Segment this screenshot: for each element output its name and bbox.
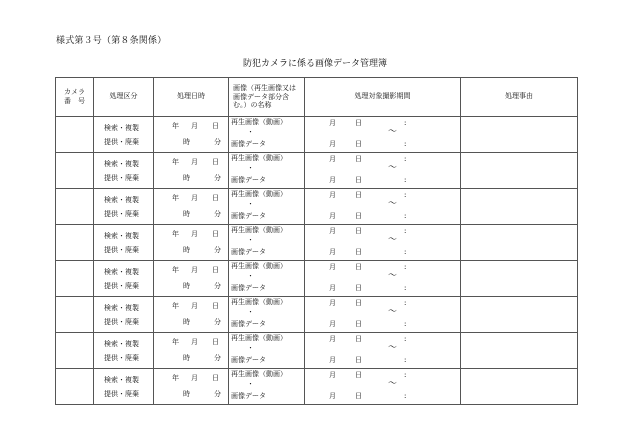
media-image-data: 画像データ bbox=[231, 212, 266, 220]
hour-label: 時 bbox=[183, 318, 190, 326]
image-name-cell[interactable] bbox=[229, 225, 305, 261]
ledger-row bbox=[56, 333, 578, 369]
media-separator-dot: ・ bbox=[247, 344, 254, 352]
processing-type-cell[interactable] bbox=[94, 117, 154, 153]
processing-type-cell[interactable] bbox=[94, 297, 154, 333]
period-end-colon: : bbox=[404, 176, 407, 184]
period-start-month: 月 bbox=[329, 191, 336, 199]
period-end-month: 月 bbox=[329, 284, 336, 292]
period-end-day: 日 bbox=[355, 356, 362, 364]
period-end-month: 月 bbox=[329, 140, 336, 148]
header-camera-line2: 番 号 bbox=[64, 97, 85, 105]
media-image-data: 画像データ bbox=[231, 284, 266, 292]
media-playback-video: 再生画像（動画） bbox=[231, 118, 287, 126]
ledger-row bbox=[56, 189, 578, 225]
type-search-copy: 検索・複製 bbox=[104, 375, 139, 384]
type-search-copy: 検索・複製 bbox=[104, 339, 139, 348]
hour-label: 時 bbox=[183, 282, 190, 290]
period-start-colon: : bbox=[404, 191, 407, 199]
type-search-copy: 検索・複製 bbox=[104, 159, 139, 168]
period-end-colon: : bbox=[404, 212, 407, 220]
hour-label: 時 bbox=[183, 354, 190, 362]
media-image-data: 画像データ bbox=[231, 248, 266, 256]
media-image-data: 画像データ bbox=[231, 320, 266, 328]
month-label: 月 bbox=[191, 338, 198, 346]
hour-label: 時 bbox=[183, 174, 190, 182]
reason-cell[interactable] bbox=[461, 117, 578, 153]
target-period-cell[interactable] bbox=[305, 333, 461, 369]
processing-datetime-cell[interactable] bbox=[154, 189, 229, 225]
reason-cell[interactable] bbox=[461, 369, 578, 405]
period-start-colon: : bbox=[404, 155, 407, 163]
period-range-tilde: ～ bbox=[388, 199, 398, 209]
period-end-colon: : bbox=[404, 320, 407, 328]
year-label: 年 bbox=[172, 194, 179, 202]
media-playback-video: 再生画像（動画） bbox=[231, 190, 287, 198]
hour-label: 時 bbox=[183, 390, 190, 398]
header-camera-number bbox=[56, 78, 94, 117]
processing-datetime-cell[interactable] bbox=[154, 225, 229, 261]
processing-type-cell[interactable] bbox=[94, 333, 154, 369]
minute-label: 分 bbox=[214, 318, 221, 326]
header-image-name bbox=[229, 78, 305, 117]
period-start-month: 月 bbox=[329, 155, 336, 163]
media-image-data: 画像データ bbox=[231, 176, 266, 184]
day-label: 日 bbox=[212, 122, 219, 130]
period-start-colon: : bbox=[404, 371, 407, 379]
period-end-month: 月 bbox=[329, 176, 336, 184]
day-label: 日 bbox=[212, 302, 219, 310]
media-separator-dot: ・ bbox=[247, 128, 254, 136]
period-range-tilde: ～ bbox=[388, 235, 398, 245]
month-label: 月 bbox=[191, 230, 198, 238]
camera-number-cell[interactable] bbox=[56, 225, 94, 261]
media-separator-dot: ・ bbox=[247, 308, 254, 316]
minute-label: 分 bbox=[214, 390, 221, 398]
camera-number-cell[interactable] bbox=[56, 189, 94, 225]
processing-datetime-cell[interactable] bbox=[154, 153, 229, 189]
period-start-day: 日 bbox=[355, 155, 362, 163]
image-name-cell[interactable] bbox=[229, 369, 305, 405]
media-image-data: 画像データ bbox=[231, 356, 266, 364]
period-end-day: 日 bbox=[355, 176, 362, 184]
type-search-copy: 検索・複製 bbox=[104, 195, 139, 204]
period-end-day: 日 bbox=[355, 284, 362, 292]
period-range-tilde: ～ bbox=[388, 163, 398, 173]
period-end-colon: : bbox=[404, 392, 407, 400]
period-end-colon: : bbox=[404, 356, 407, 364]
month-label: 月 bbox=[191, 122, 198, 130]
media-separator-dot: ・ bbox=[247, 164, 254, 172]
day-label: 日 bbox=[212, 194, 219, 202]
ledger-row bbox=[56, 117, 578, 153]
minute-label: 分 bbox=[214, 138, 221, 146]
period-start-day: 日 bbox=[355, 227, 362, 235]
day-label: 日 bbox=[212, 266, 219, 274]
year-label: 年 bbox=[172, 374, 179, 382]
period-start-month: 月 bbox=[329, 371, 336, 379]
hour-label: 時 bbox=[183, 210, 190, 218]
month-label: 月 bbox=[191, 266, 198, 274]
header-row bbox=[56, 78, 578, 117]
ledger-row bbox=[56, 261, 578, 297]
media-playback-video: 再生画像（動画） bbox=[231, 298, 287, 306]
period-end-day: 日 bbox=[355, 320, 362, 328]
period-start-colon: : bbox=[404, 335, 407, 343]
form-number-label: 様式第３号（第８条関係） bbox=[56, 36, 167, 46]
processing-type-cell[interactable] bbox=[94, 225, 154, 261]
processing-datetime-cell[interactable] bbox=[154, 297, 229, 333]
type-provide-dispose: 提供・廃棄 bbox=[104, 245, 139, 254]
month-label: 月 bbox=[191, 374, 198, 382]
day-label: 日 bbox=[212, 338, 219, 346]
period-end-day: 日 bbox=[355, 140, 362, 148]
day-label: 日 bbox=[212, 230, 219, 238]
period-start-day: 日 bbox=[355, 119, 362, 127]
camera-number-cell[interactable] bbox=[56, 117, 94, 153]
ledger-row bbox=[56, 297, 578, 333]
year-label: 年 bbox=[172, 266, 179, 274]
header-image-line3: む。）の名称 bbox=[233, 101, 272, 110]
image-name-cell[interactable] bbox=[229, 189, 305, 225]
header-reason: 処理事由 bbox=[461, 78, 578, 117]
period-range-tilde: ～ bbox=[388, 127, 398, 137]
image-data-ledger-table bbox=[55, 77, 578, 405]
period-start-month: 月 bbox=[329, 227, 336, 235]
period-start-colon: : bbox=[404, 263, 407, 271]
minute-label: 分 bbox=[214, 246, 221, 254]
period-start-day: 日 bbox=[355, 371, 362, 379]
period-end-day: 日 bbox=[355, 392, 362, 400]
period-start-colon: : bbox=[404, 227, 407, 235]
image-name-cell[interactable] bbox=[229, 261, 305, 297]
camera-number-cell[interactable] bbox=[56, 333, 94, 369]
year-label: 年 bbox=[172, 302, 179, 310]
type-provide-dispose: 提供・廃棄 bbox=[104, 137, 139, 146]
month-label: 月 bbox=[191, 302, 198, 310]
processing-datetime-cell[interactable] bbox=[154, 261, 229, 297]
processing-type-cell[interactable] bbox=[94, 153, 154, 189]
period-range-tilde: ～ bbox=[388, 271, 398, 281]
media-playback-video: 再生画像（動画） bbox=[231, 262, 287, 270]
processing-datetime-cell[interactable] bbox=[154, 333, 229, 369]
period-start-day: 日 bbox=[355, 335, 362, 343]
media-image-data: 画像データ bbox=[231, 140, 266, 148]
period-start-colon: : bbox=[404, 119, 407, 127]
target-period-cell[interactable] bbox=[305, 369, 461, 405]
reason-cell[interactable] bbox=[461, 297, 578, 333]
period-end-month: 月 bbox=[329, 212, 336, 220]
target-period-cell[interactable] bbox=[305, 297, 461, 333]
camera-number-cell[interactable] bbox=[56, 261, 94, 297]
period-start-month: 月 bbox=[329, 299, 336, 307]
type-search-copy: 検索・複製 bbox=[104, 267, 139, 276]
reason-cell[interactable] bbox=[461, 189, 578, 225]
reason-cell[interactable] bbox=[461, 333, 578, 369]
reason-cell[interactable] bbox=[461, 261, 578, 297]
period-end-day: 日 bbox=[355, 212, 362, 220]
target-period-cell[interactable] bbox=[305, 261, 461, 297]
media-playback-video: 再生画像（動画） bbox=[231, 226, 287, 234]
year-label: 年 bbox=[172, 230, 179, 238]
hour-label: 時 bbox=[183, 246, 190, 254]
media-separator-dot: ・ bbox=[247, 272, 254, 280]
camera-number-cell[interactable] bbox=[56, 369, 94, 405]
period-start-day: 日 bbox=[355, 263, 362, 271]
month-label: 月 bbox=[191, 194, 198, 202]
media-playback-video: 再生画像（動画） bbox=[231, 370, 287, 378]
minute-label: 分 bbox=[214, 210, 221, 218]
period-end-month: 月 bbox=[329, 392, 336, 400]
media-separator-dot: ・ bbox=[247, 236, 254, 244]
type-search-copy: 検索・複製 bbox=[104, 303, 139, 312]
minute-label: 分 bbox=[214, 282, 221, 290]
type-provide-dispose: 提供・廃棄 bbox=[104, 209, 139, 218]
day-label: 日 bbox=[212, 158, 219, 166]
year-label: 年 bbox=[172, 158, 179, 166]
period-range-tilde: ～ bbox=[388, 343, 398, 353]
type-provide-dispose: 提供・廃棄 bbox=[104, 317, 139, 326]
camera-number-cell[interactable] bbox=[56, 297, 94, 333]
media-playback-video: 再生画像（動画） bbox=[231, 334, 287, 342]
period-start-colon: : bbox=[404, 299, 407, 307]
image-name-cell[interactable] bbox=[229, 117, 305, 153]
year-label: 年 bbox=[172, 122, 179, 130]
period-end-month: 月 bbox=[329, 320, 336, 328]
media-separator-dot: ・ bbox=[247, 380, 254, 388]
ledger-row bbox=[56, 369, 578, 405]
day-label: 日 bbox=[212, 374, 219, 382]
ledger-row bbox=[56, 225, 578, 261]
image-name-cell[interactable] bbox=[229, 153, 305, 189]
period-start-month: 月 bbox=[329, 263, 336, 271]
period-start-month: 月 bbox=[329, 335, 336, 343]
target-period-cell[interactable] bbox=[305, 117, 461, 153]
image-name-cell[interactable] bbox=[229, 297, 305, 333]
processing-datetime-cell[interactable] bbox=[154, 369, 229, 405]
media-separator-dot: ・ bbox=[247, 200, 254, 208]
header-image-line1: 画像（再生画像又は bbox=[233, 83, 296, 92]
header-camera-line1: カメラ bbox=[64, 87, 85, 96]
media-image-data: 画像データ bbox=[231, 392, 266, 400]
period-end-colon: : bbox=[404, 140, 407, 148]
processing-type-cell[interactable] bbox=[94, 369, 154, 405]
minute-label: 分 bbox=[214, 354, 221, 362]
header-image-line2: 画像データ部分含 bbox=[233, 92, 289, 101]
ledger-body bbox=[56, 117, 578, 405]
camera-number-cell[interactable] bbox=[56, 153, 94, 189]
period-start-day: 日 bbox=[355, 191, 362, 199]
type-provide-dispose: 提供・廃棄 bbox=[104, 389, 139, 398]
type-provide-dispose: 提供・廃棄 bbox=[104, 353, 139, 362]
type-provide-dispose: 提供・廃棄 bbox=[104, 281, 139, 290]
header-processing-type: 処理区分 bbox=[94, 78, 154, 117]
target-period-cell[interactable] bbox=[305, 225, 461, 261]
period-start-month: 月 bbox=[329, 119, 336, 127]
period-end-month: 月 bbox=[329, 356, 336, 364]
type-search-copy: 検索・複製 bbox=[104, 123, 139, 132]
period-start-day: 日 bbox=[355, 299, 362, 307]
header-target-period: 処理対象撮影期間 bbox=[305, 78, 461, 117]
period-end-colon: : bbox=[404, 284, 407, 292]
header-processing-datetime: 処理日時 bbox=[154, 78, 229, 117]
target-period-cell[interactable] bbox=[305, 189, 461, 225]
processing-type-cell[interactable] bbox=[94, 261, 154, 297]
document-title: 防犯カメラに係る画像データ管理簿 bbox=[242, 59, 387, 69]
media-playback-video: 再生画像（動画） bbox=[231, 154, 287, 162]
hour-label: 時 bbox=[183, 138, 190, 146]
target-period-cell[interactable] bbox=[305, 153, 461, 189]
month-label: 月 bbox=[191, 158, 198, 166]
type-provide-dispose: 提供・廃棄 bbox=[104, 173, 139, 182]
period-range-tilde: ～ bbox=[388, 307, 398, 317]
period-range-tilde: ～ bbox=[388, 379, 398, 389]
ledger-row bbox=[56, 153, 578, 189]
period-end-colon: : bbox=[404, 248, 407, 256]
reason-cell[interactable] bbox=[461, 153, 578, 189]
minute-label: 分 bbox=[214, 174, 221, 182]
processing-datetime-cell[interactable] bbox=[154, 117, 229, 153]
reason-cell[interactable] bbox=[461, 225, 578, 261]
year-label: 年 bbox=[172, 338, 179, 346]
image-name-cell[interactable] bbox=[229, 333, 305, 369]
type-search-copy: 検索・複製 bbox=[104, 231, 139, 240]
processing-type-cell[interactable] bbox=[94, 189, 154, 225]
period-end-day: 日 bbox=[355, 248, 362, 256]
period-end-month: 月 bbox=[329, 248, 336, 256]
